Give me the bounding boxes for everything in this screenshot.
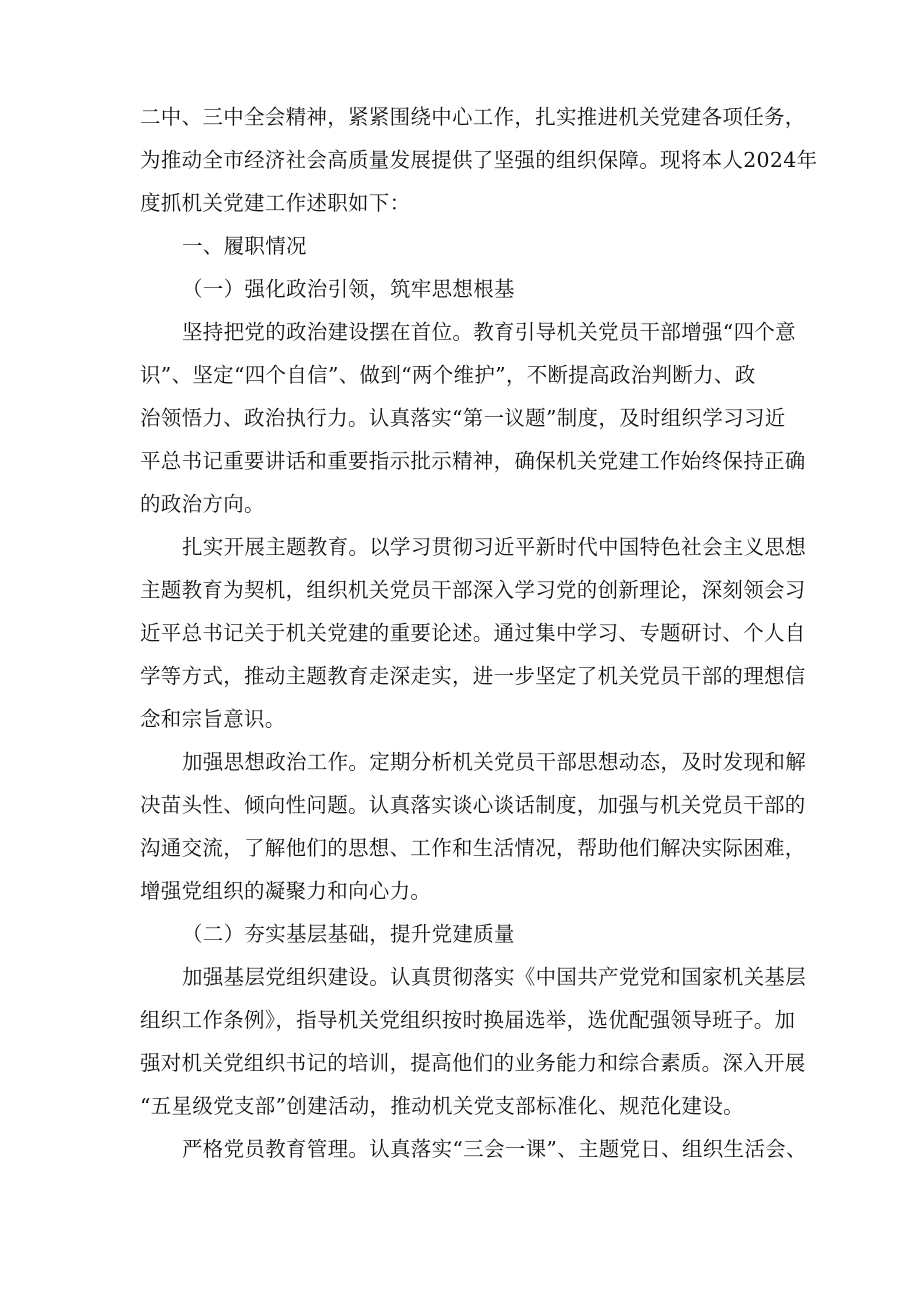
text-line-6: 坚持把党的政治建设摆在首位。教育引导机关党员干部增强“四个意 bbox=[182, 320, 796, 344]
text-line-11: 扎实开展主题教育。以学习贯彻习近平新时代中国特色社会主义思想 bbox=[182, 535, 806, 559]
text-line-7: 识”、坚定“四个自信”、做到“两个维护”，不断提高政治判断力、政 bbox=[140, 363, 756, 387]
text-line-21: 加强基层党组织建设。认真贯彻落实《中国共产党党和国家机关基层 bbox=[182, 965, 806, 989]
text-line-25: 严格党员教育管理。认真落实“三会一课”、主题党日、组织生活会、 bbox=[182, 1137, 807, 1161]
text-line-23: 强对机关党组织书记的培训，提高他们的业务能力和综合素质。深入开展 bbox=[140, 1051, 806, 1075]
text-line-8: 治领悟力、政治执行力。认真落实“第一议题”制度，及时组织学习习近 bbox=[140, 406, 786, 430]
text-line-9: 平总书记重要讲话和重要指示批示精神，确保机关党建工作始终保持正确 bbox=[140, 449, 806, 473]
text-line-13: 近平总书记关于机关党建的重要论述。通过集中学习、专题研讨、个人自 bbox=[140, 621, 806, 645]
text-line-10: 的政治方向。 bbox=[140, 492, 265, 516]
text-line-2: 为推动全市经济社会高质量发展提供了坚强的组织保障。现将本人2024年 bbox=[140, 148, 818, 172]
text-line-15: 念和宗旨意识。 bbox=[140, 707, 286, 731]
text-line-14: 学等方式，推动主题教育走深走实，进一步坚定了机关党员干部的理想信 bbox=[140, 664, 806, 688]
text-line-24: “五星级党支部”创建活动，推动机关党支部标准化、规范化建设。 bbox=[140, 1094, 744, 1118]
section-heading-1: 一、履职情况 bbox=[182, 234, 307, 258]
text-line-22: 组织工作条例》，指导机关党组织按时换届选举，选优配强领导班子。加 bbox=[140, 1008, 796, 1032]
text-line-1: 二中、三中全会精神，紧紧围绕中心工作，扎实推进机关党建各项任务， bbox=[140, 105, 806, 129]
text-line-16: 加强思想政治工作。定期分析机关党员干部思想动态，及时发现和解 bbox=[182, 750, 806, 774]
text-line-19: 增强党组织的凝聚力和向心力。 bbox=[140, 879, 432, 903]
text-line-3: 度抓机关党建工作述职如下： bbox=[140, 191, 411, 215]
text-line-18: 沟通交流，了解他们的思想、工作和生活情况，帮助他们解决实际困难， bbox=[140, 836, 806, 860]
subsection-heading-2: （二）夯实基层基础，提升党建质量 bbox=[182, 922, 515, 946]
subsection-heading-1: （一）强化政治引领，筑牢思想根基 bbox=[182, 277, 515, 301]
text-line-17: 决苗头性、倾向性问题。认真落实谈心谈话制度，加强与机关党员干部的 bbox=[140, 793, 806, 817]
text-line-12: 主题教育为契机，组织机关党员干部深入学习党的创新理论，深刻领会习 bbox=[140, 578, 806, 602]
